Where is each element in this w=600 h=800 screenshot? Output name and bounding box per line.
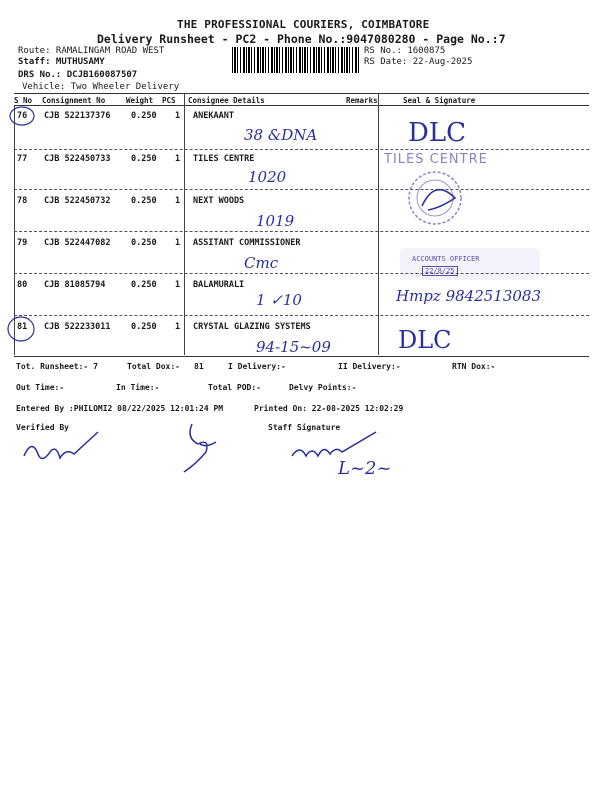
printed-on: Printed On: 22-08-2025 12:02:29 bbox=[254, 404, 404, 413]
row-sno: 81 bbox=[17, 322, 28, 332]
row-pcs: 1 bbox=[175, 111, 181, 121]
row-consignment-no: CJB 522137376 bbox=[44, 111, 111, 121]
row-consignee: CRYSTAL GLAZING SYSTEMS bbox=[193, 322, 311, 332]
row-consignee: ASSITANT COMMISSIONER bbox=[193, 238, 301, 248]
row-sno: 76 bbox=[17, 111, 28, 121]
drs-number: DRS No.: DCJB160087507 bbox=[18, 70, 138, 80]
row-consignment-no: CJB 81085794 bbox=[44, 280, 106, 290]
row-weight: 0.250 bbox=[131, 154, 157, 164]
row-consignment-no: CJB 522450733 bbox=[44, 154, 111, 164]
stamp-smudge bbox=[400, 248, 540, 280]
row-signature: DLC bbox=[398, 326, 452, 354]
header-top-rule bbox=[14, 93, 589, 94]
delvy-points: Delvy Points:- bbox=[289, 383, 357, 392]
row-remark-handwritten: 1019 bbox=[256, 212, 295, 230]
row-weight: 0.250 bbox=[131, 280, 157, 290]
office-stamp-line: ACCOUNTS OFFICER bbox=[412, 255, 480, 263]
office-stamp-date: 22/8/25 bbox=[422, 266, 458, 276]
col-weight: Weight bbox=[126, 96, 154, 105]
row-separator bbox=[14, 189, 589, 190]
col-consignment: Consignment No bbox=[42, 96, 106, 105]
row-sno: 78 bbox=[17, 196, 28, 206]
row-pcs: 1 bbox=[175, 322, 181, 332]
row-remark-handwritten: 1 ✓10 bbox=[256, 291, 302, 309]
row-sno: 79 bbox=[17, 238, 28, 248]
row-pcs: 1 bbox=[175, 238, 181, 248]
company-title: THE PROFESSIONAL COURIERS, COIMBATORE bbox=[177, 18, 430, 31]
row-weight: 0.250 bbox=[131, 111, 157, 121]
runsheet-subtitle: Delivery Runsheet - PC2 - Phone No.:9047080280 - Page No.:7 bbox=[97, 32, 506, 46]
total-pod: Total POD:- bbox=[208, 383, 261, 392]
col-remarks: Remarks bbox=[346, 96, 378, 105]
row-weight: 0.250 bbox=[131, 196, 157, 206]
row-weight: 0.250 bbox=[131, 322, 157, 332]
row-remark-handwritten: 38 &DNA bbox=[244, 126, 318, 144]
row-consignment-no: CJB 522447082 bbox=[44, 238, 111, 248]
row-pcs: 1 bbox=[175, 280, 181, 290]
row-separator bbox=[14, 231, 589, 232]
table-bottom-rule bbox=[14, 356, 589, 357]
row-remark-handwritten: 94-15~09 bbox=[256, 338, 331, 356]
col-consignee: Consignee Details bbox=[188, 96, 265, 105]
row-sno: 80 bbox=[17, 280, 28, 290]
verified-by-signature bbox=[14, 424, 104, 474]
row-consignee: BALAMURALI bbox=[193, 280, 245, 290]
row-signature: DLC bbox=[408, 118, 467, 148]
circle-mark-76 bbox=[8, 104, 38, 128]
row-consignment-no: CJB 522233011 bbox=[44, 322, 111, 332]
row-separator bbox=[14, 315, 589, 316]
row-consignee: NEXT WOODS bbox=[193, 196, 245, 206]
row-signature: Hmpz 9842513083 bbox=[396, 287, 542, 305]
middle-signature bbox=[176, 418, 226, 478]
staff-signature-label: Staff Signature bbox=[268, 423, 341, 432]
row-remark-handwritten: Cmc bbox=[244, 254, 279, 272]
total-dox-label: Total Dox:- bbox=[127, 362, 180, 371]
staff-label: Staff: MUTHUSAMY bbox=[18, 57, 105, 67]
row-sno: 77 bbox=[17, 154, 28, 164]
row-pcs: 1 bbox=[175, 154, 181, 164]
round-seal-stamp bbox=[400, 168, 470, 228]
row-weight: 0.250 bbox=[131, 238, 157, 248]
vehicle-label: Vehicle: Two Wheeler Delivery bbox=[22, 82, 180, 92]
verified-by-label: Verified By bbox=[16, 423, 69, 432]
row-pcs: 1 bbox=[175, 196, 181, 206]
rs-date: RS Date: 22-Aug-2025 bbox=[364, 57, 473, 67]
row-separator bbox=[14, 149, 589, 150]
in-time: In Time:- bbox=[116, 383, 160, 392]
header-bottom-rule bbox=[14, 105, 589, 106]
rtn-dox: RTN Dox:- bbox=[452, 362, 496, 371]
row-consignment-no: CJB 522450732 bbox=[44, 196, 111, 206]
tot-runsheet: Tot. Runsheet:- 7 bbox=[16, 362, 98, 371]
entered-by: Entered By :PHILOMI2 08/22/2025 12:01:24 PM bbox=[16, 404, 224, 413]
route-label: Route: RAMALINGAM ROAD WEST bbox=[18, 46, 165, 56]
barcode bbox=[232, 47, 360, 73]
bottom-handwritten-note: L~2~ bbox=[338, 458, 392, 479]
ii-delivery: II Delivery:- bbox=[338, 362, 401, 371]
i-delivery: I Delivery:- bbox=[228, 362, 286, 371]
col-pcs: PCS bbox=[162, 96, 176, 105]
circle-mark-81 bbox=[6, 314, 36, 344]
out-time: Out Time:- bbox=[16, 383, 65, 392]
tiles-centre-stamp-text: TILES CENTRE bbox=[384, 152, 488, 167]
col-seal-signature: Seal & Signature bbox=[403, 96, 476, 105]
row-consignee: ANEKAANT bbox=[193, 111, 234, 121]
col-sno: S No bbox=[14, 96, 33, 105]
row-consignee: TILES CENTRE bbox=[193, 154, 255, 164]
rs-number: RS No.: 1600875 bbox=[364, 46, 446, 56]
total-dox-value: 81 bbox=[194, 362, 204, 371]
row-remark-handwritten: 1020 bbox=[248, 168, 287, 186]
